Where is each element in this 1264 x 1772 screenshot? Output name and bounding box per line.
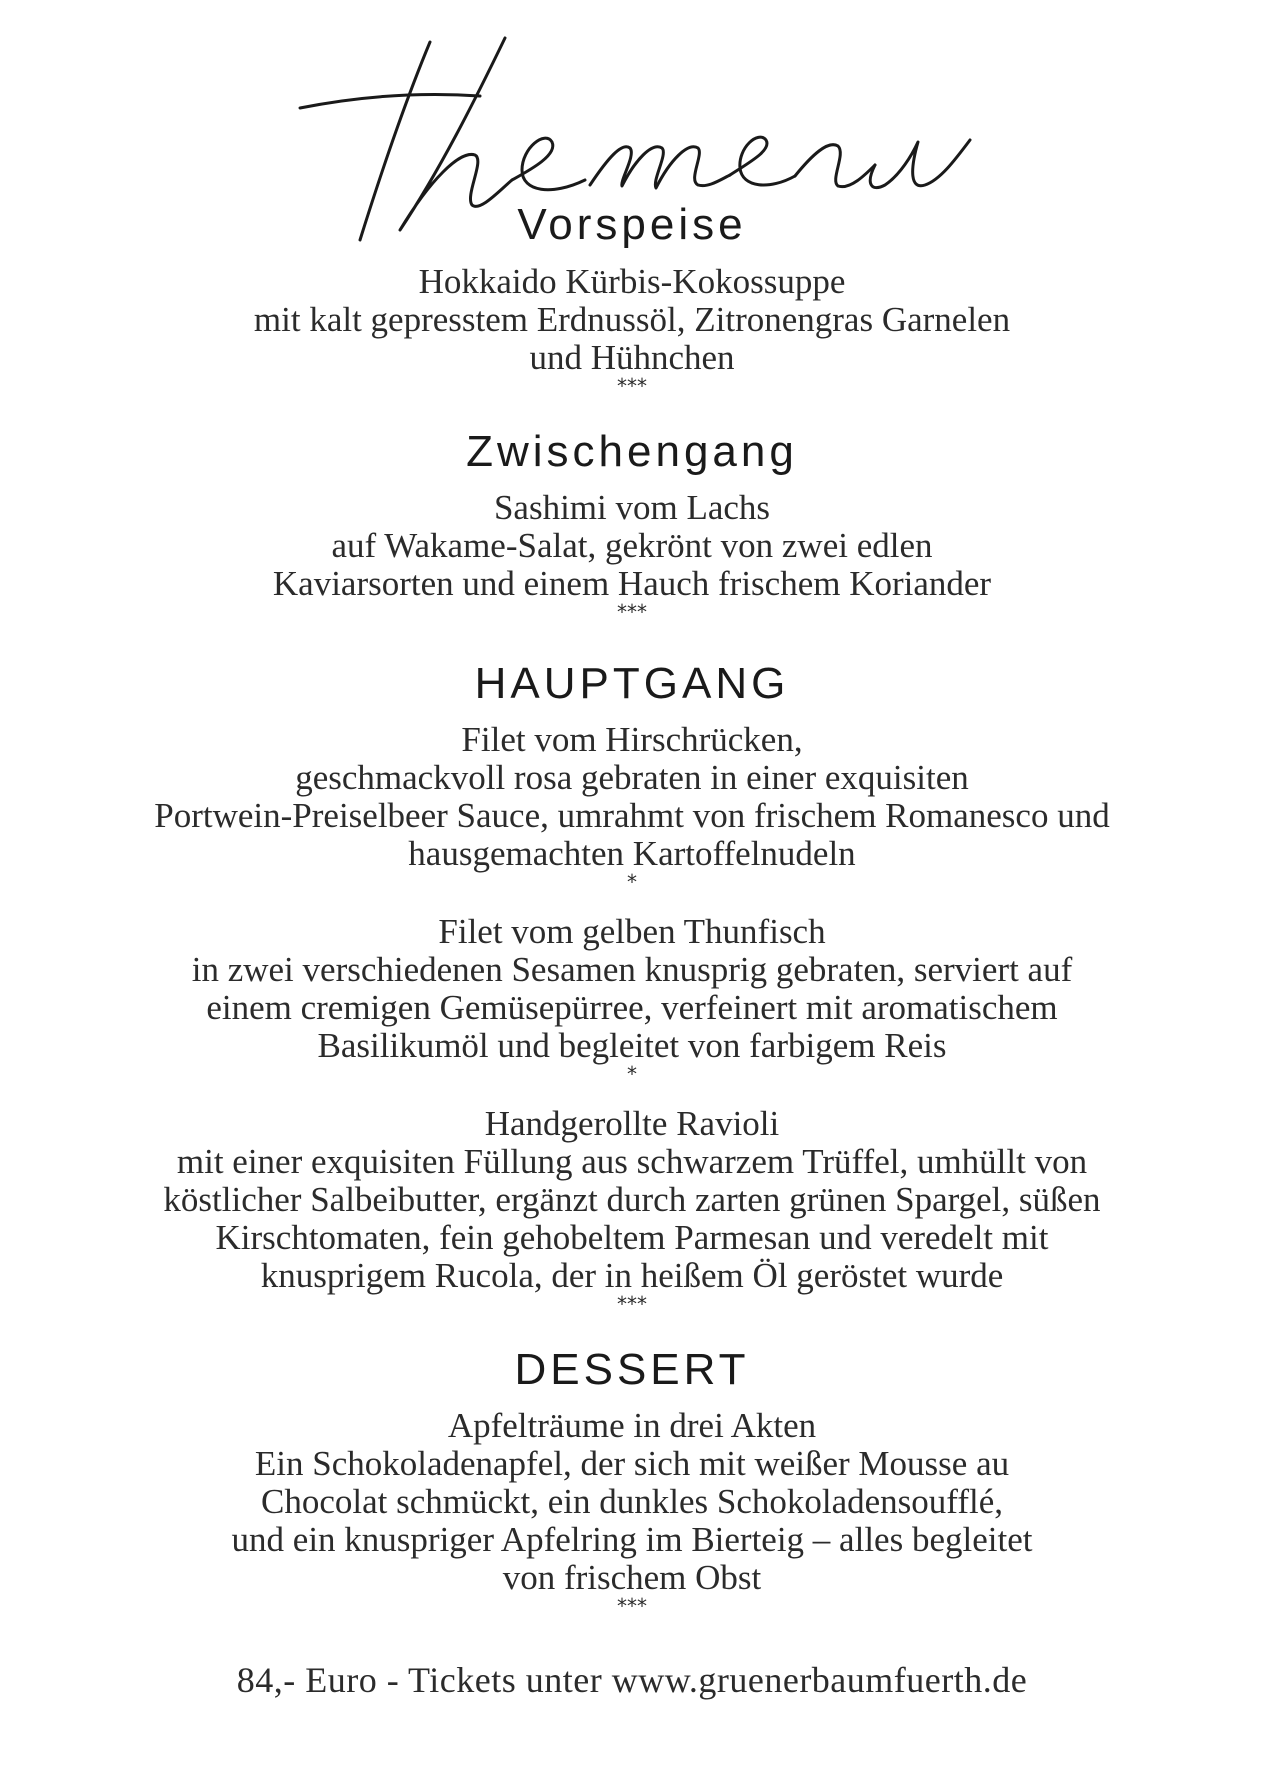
dish-line: in zwei verschiedenen Sesamen knusprig gebraten, serviert auf [191, 950, 1073, 989]
dish-line: Filet vom Hirschrücken, [461, 720, 803, 759]
dish-line: Hokkaido Kürbis-Kokossuppe [418, 262, 846, 301]
dish-line: von frischem Obst [502, 1558, 762, 1597]
dish-line: Ein Schokoladenapfel, der sich mit weißer Mousse au [254, 1444, 1010, 1483]
dish-line: und ein knuspriger Apfelring im Bierteig – alles begleitet [231, 1520, 1033, 1559]
dish-line: geschmackvoll rosa gebraten in einer exquisiten [295, 758, 969, 797]
dish-line: und Hühnchen [529, 338, 735, 377]
dish-line: hausgemachten Kartoffelnudeln [408, 834, 856, 873]
dish-line: Kaviarsorten und einem Hauch frischem Koriander [272, 564, 992, 603]
dish-line: köstlicher Salbeibutter, ergänzt durch zarten grünen Spargel, süßen [163, 1180, 1101, 1219]
dish-separator: * [627, 870, 637, 894]
dish-line: Chocolat schmückt, ein dunkles Schokoladensoufflé, [261, 1482, 1003, 1521]
section-heading: DESSERT [514, 1345, 750, 1394]
dish-line: auf Wakame-Salat, gekrönt von zwei edlen [331, 526, 933, 565]
dish-line: Kirschtomaten, fein gehobeltem Parmesan und veredelt mit [215, 1218, 1049, 1257]
dish-line: Filet vom gelben Thunfisch [438, 912, 826, 951]
dish-line: Handgerollte Ravioli [484, 1104, 780, 1143]
section-heading: Vorspeise [517, 200, 747, 249]
course-separator: *** [617, 600, 647, 624]
dish-line: mit einer exquisiten Füllung aus schwarzem Trüffel, umhüllt von [176, 1142, 1088, 1181]
dish-line: Sashimi vom Lachs [493, 488, 771, 527]
section-heading: HAUPTGANG [474, 659, 790, 708]
course-separator: *** [617, 1594, 647, 1618]
dish-line: Apfelträume in drei Akten [447, 1406, 817, 1445]
dish-line: knusprigem Rucola, der in heißem Öl geröstet wurde [260, 1256, 1004, 1295]
price-and-tickets: 84,- Euro - Tickets unter www.gruenerbaumfuerth.de [236, 1660, 1028, 1700]
dish-line: einem cremigen Gemüsepürree, verfeinert mit aromatischem [206, 988, 1058, 1027]
dish-line: mit kalt gepresstem Erdnussöl, Zitronengras Garnelen [253, 300, 1011, 339]
course-separator: *** [617, 374, 647, 398]
dish-line: Portwein-Preiselbeer Sauce, umrahmt von frischem Romanesco und [154, 796, 1110, 835]
dish-line: Basilikumöl und begleitet von farbigem Reis [317, 1026, 947, 1065]
section-heading: Zwischengang [466, 427, 798, 476]
course-separator: *** [617, 1292, 647, 1316]
dish-separator: * [627, 1062, 637, 1086]
